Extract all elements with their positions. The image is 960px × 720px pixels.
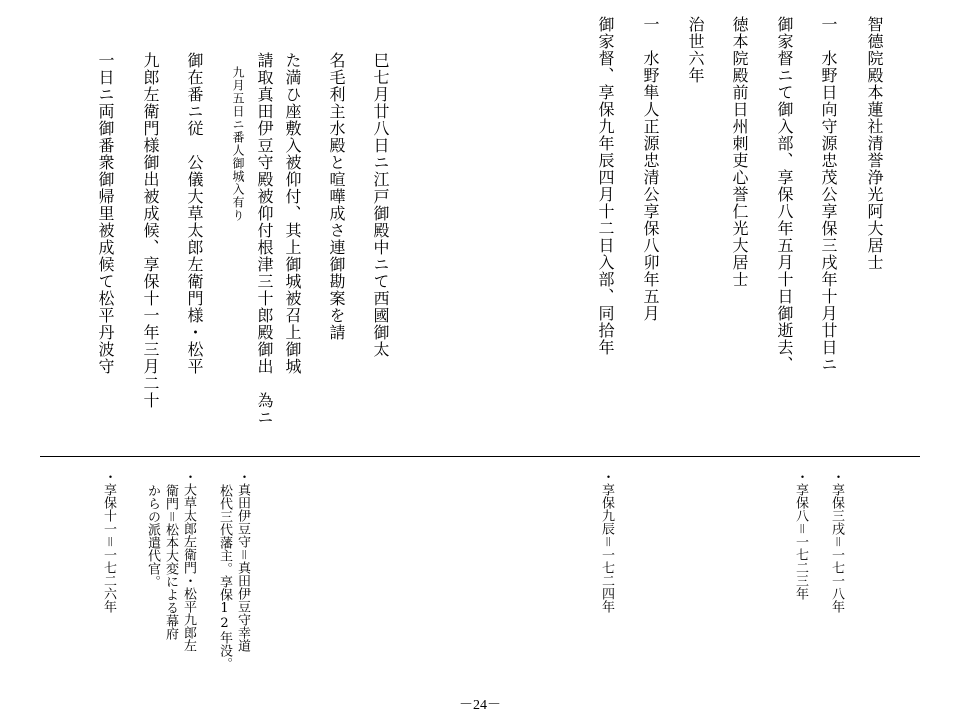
main-text-line: 御家督ニて御入部、享保八年五月十日御逝去、 <box>775 16 794 373</box>
main-text-line: 御在番ニ従 公儀大草太郎左衛門様・松平 <box>185 52 204 375</box>
main-text-line: 御家督、享保九年辰四月十二日入部、同拾年 <box>596 16 615 356</box>
main-text-line: 一日ニ両御番衆御帰里被成候て松平丹波守 <box>96 52 115 375</box>
footnote-line: ・享保九辰＝一七二四年 <box>599 470 614 613</box>
footnote-line: ・大草太郎左衛門・松平九郎左 <box>181 470 196 652</box>
main-text-subline: 九月五日ニ番人御城入有り <box>231 66 245 222</box>
footnote-line: ・享保八＝一七二三年 <box>793 470 808 600</box>
main-text-line: 請取真田伊豆守殿被仰付根津三十郎殿御出 為ニ <box>255 52 274 426</box>
footnote-line: ・享保十一＝一七二六年 <box>101 470 116 613</box>
page-number: －24－ <box>459 698 501 713</box>
main-text-line: た満ひ座敷入被仰付、其上御城被召上御城 <box>283 52 302 375</box>
main-text-line: 智德院殿本蓮社清誉浄光阿大居士 <box>865 16 884 271</box>
footnote-line: 松代三代藩主。享保12年没。 <box>217 484 232 670</box>
main-text-line: 治世六年 <box>686 16 705 84</box>
main-text-line: 名毛利主水殿と喧嘩成さ連御勘案を請 <box>327 52 346 341</box>
main-text-line: 巳七月廿八日ニ江戸御殿中ニて西國御太 <box>371 52 390 358</box>
footnote-line: ・真田伊豆守＝真田伊豆守幸道 <box>235 470 250 652</box>
footnote-line: ・享保三戌＝一七一八年 <box>829 470 844 613</box>
main-text-line: 一 水野日向守源忠茂公享保三戌年十月廿日ニ <box>819 16 838 373</box>
footnote-line: からの派遣代官。 <box>145 484 160 588</box>
main-text-line: 九郎左衛門様御出被成候、享保十一年三月二十 <box>141 52 160 409</box>
footnote-divider <box>40 456 920 457</box>
main-text-line: 一 水野隼人正源忠清公享保八卯年五月 <box>641 16 660 322</box>
main-text-line: 徳本院殿前日州刺吏心誉仁光大居士 <box>730 16 749 288</box>
footnote-line: 衛門＝松本大変による幕府 <box>163 484 178 640</box>
